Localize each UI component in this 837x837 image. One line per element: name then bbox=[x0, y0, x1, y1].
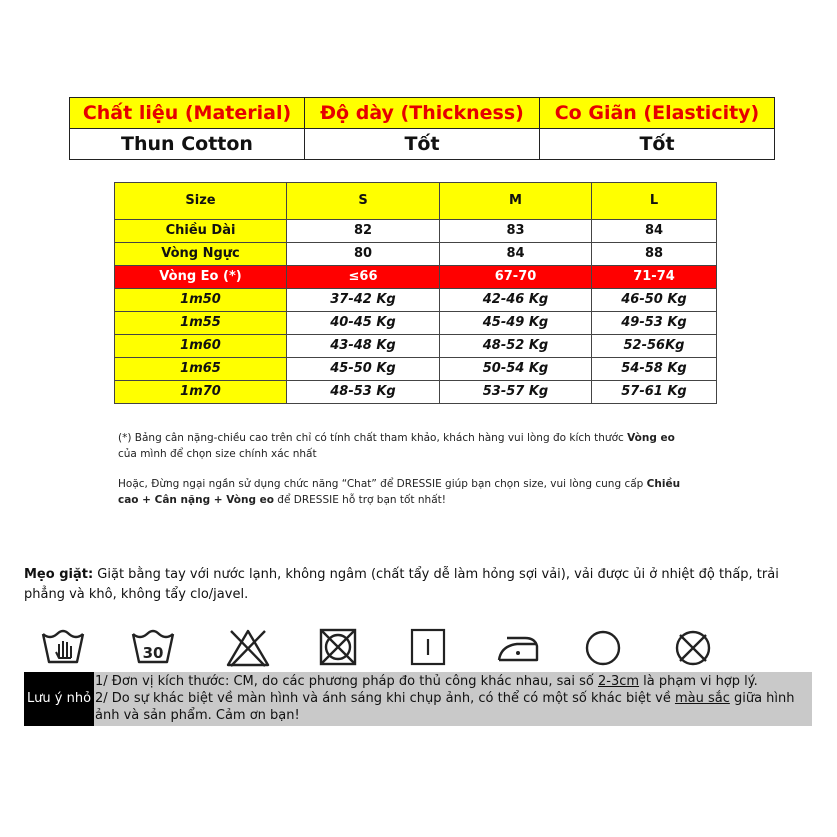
size-header-label: Size bbox=[115, 183, 287, 220]
thickness-value: Tốt bbox=[305, 129, 540, 160]
table-row bbox=[115, 358, 717, 381]
cell-value: 83 bbox=[440, 220, 592, 243]
material-value-row bbox=[70, 129, 775, 160]
note-bold: Chiều bbox=[646, 478, 681, 490]
cell-value: 80 bbox=[287, 243, 440, 266]
table-row bbox=[115, 335, 717, 358]
cell-value: 52-56Kg bbox=[592, 335, 717, 358]
waist-row bbox=[115, 266, 717, 289]
no-tumble-dry-icon bbox=[315, 628, 361, 668]
note-line-1: 1/ Đơn vị kích thước: CM, do các phương pháp đo thủ công khác nhau, sai số bbox=[95, 674, 598, 689]
hand-wash-icon bbox=[40, 628, 86, 668]
cell-value: 57-61 Kg bbox=[592, 381, 717, 404]
note-line-2-end: giữa hình ảnh và sản phẩm. Cảm ơn bạn! bbox=[95, 691, 795, 723]
washing-text: Giặt bằng tay với nước lạnh, không ngâm (chất tẩy dễ làm hỏng sợi vải), vải được ủi ở nhiệt độ thấp, trải phẳng và khô, không tẩy clo/javel. bbox=[24, 567, 779, 602]
cell-value: ≤66 bbox=[287, 266, 440, 289]
cell-value: 45-49 Kg bbox=[440, 312, 592, 335]
table-row bbox=[115, 220, 717, 243]
no-bleach-icon bbox=[225, 628, 271, 668]
elasticity-value: Tốt bbox=[540, 129, 775, 160]
cell-value: 49-53 Kg bbox=[592, 312, 717, 335]
wash-temp-label: 30 bbox=[142, 644, 164, 662]
cell-value: 37-42 Kg bbox=[287, 289, 440, 312]
cell-value: 45-50 Kg bbox=[287, 358, 440, 381]
table-row bbox=[115, 289, 717, 312]
row-label: 1m50 bbox=[115, 289, 287, 312]
cell-value: 48-52 Kg bbox=[440, 335, 592, 358]
note-underline: 2-3cm bbox=[597, 674, 640, 689]
cell-value: 43-48 Kg bbox=[287, 335, 440, 358]
note-bold: Vòng eo bbox=[627, 432, 675, 444]
elasticity-header: Co Giãn (Elasticity) bbox=[540, 98, 775, 129]
iron-low-icon bbox=[495, 628, 541, 668]
cell-value: 88 bbox=[592, 243, 717, 266]
table-row bbox=[115, 243, 717, 266]
no-dry-clean-icon bbox=[670, 628, 716, 668]
table-row bbox=[115, 312, 717, 335]
washing-label: Mẹo giặt: bbox=[24, 567, 94, 582]
material-table bbox=[69, 97, 775, 160]
washing-tips bbox=[24, 565, 814, 605]
row-label: Vòng Eo (*) bbox=[115, 266, 287, 289]
size-table bbox=[114, 182, 717, 404]
row-label: Vòng Ngực bbox=[115, 243, 287, 266]
note-text: để DRESSIE hỗ trợ bạn tốt nhất! bbox=[273, 494, 446, 506]
row-label: 1m60 bbox=[115, 335, 287, 358]
cell-value: 67-70 bbox=[440, 266, 592, 289]
size-header-l: L bbox=[592, 183, 717, 220]
note-bar-label: Lưu ý nhỏ bbox=[24, 672, 94, 726]
cell-value: 50-54 Kg bbox=[440, 358, 592, 381]
note-text: Hoặc, Đừng ngại ngần sử dụng chức năng “Chat” để DRESSIE giúp bạn chọn size, vui lòng cung cấp bbox=[118, 478, 647, 490]
material-header-row bbox=[70, 98, 775, 129]
note-text: của mình để chọn size chính xác nhất bbox=[118, 448, 317, 460]
thickness-header: Độ dày (Thickness) bbox=[305, 98, 540, 129]
cell-value: 48-53 Kg bbox=[287, 381, 440, 404]
note-bar-text bbox=[95, 673, 810, 724]
dry-clean-icon bbox=[580, 628, 626, 668]
row-label: Chiều Dài bbox=[115, 220, 287, 243]
note-line-2: 2/ Do sự khác biệt về màn hình và ánh sáng khi chụp ảnh, có thể có một số khác biệt về bbox=[95, 691, 675, 706]
line-dry-icon bbox=[405, 628, 451, 668]
cell-value: 84 bbox=[592, 220, 717, 243]
chat-note bbox=[118, 476, 718, 508]
wash-30-icon bbox=[130, 628, 176, 668]
size-header-row bbox=[115, 183, 717, 220]
row-label: 1m70 bbox=[115, 381, 287, 404]
size-header-m: M bbox=[440, 183, 592, 220]
cell-value: 53-57 Kg bbox=[440, 381, 592, 404]
care-icons bbox=[40, 628, 740, 668]
material-value: Thun Cotton bbox=[70, 129, 305, 160]
note-bold: cao + Cân nặng + Vòng eo bbox=[118, 494, 274, 506]
material-header: Chất liệu (Material) bbox=[70, 98, 305, 129]
cell-value: 46-50 Kg bbox=[592, 289, 717, 312]
size-header-s: S bbox=[287, 183, 440, 220]
note-line-1-end: là phạm vi hợp lý. bbox=[639, 674, 758, 689]
note-underline: màu sắc bbox=[674, 691, 730, 706]
reference-note bbox=[118, 430, 718, 462]
cell-value: 40-45 Kg bbox=[287, 312, 440, 335]
cell-value: 54-58 Kg bbox=[592, 358, 717, 381]
note-text: (*) Bảng cân nặng-chiều cao trên chỉ có tính chất tham khảo, khách hàng vui lòng đo kích thước bbox=[118, 432, 628, 444]
cell-value: 82 bbox=[287, 220, 440, 243]
row-label: 1m55 bbox=[115, 312, 287, 335]
cell-value: 71-74 bbox=[592, 266, 717, 289]
table-row bbox=[115, 381, 717, 404]
row-label: 1m65 bbox=[115, 358, 287, 381]
cell-value: 84 bbox=[440, 243, 592, 266]
cell-value: 42-46 Kg bbox=[440, 289, 592, 312]
